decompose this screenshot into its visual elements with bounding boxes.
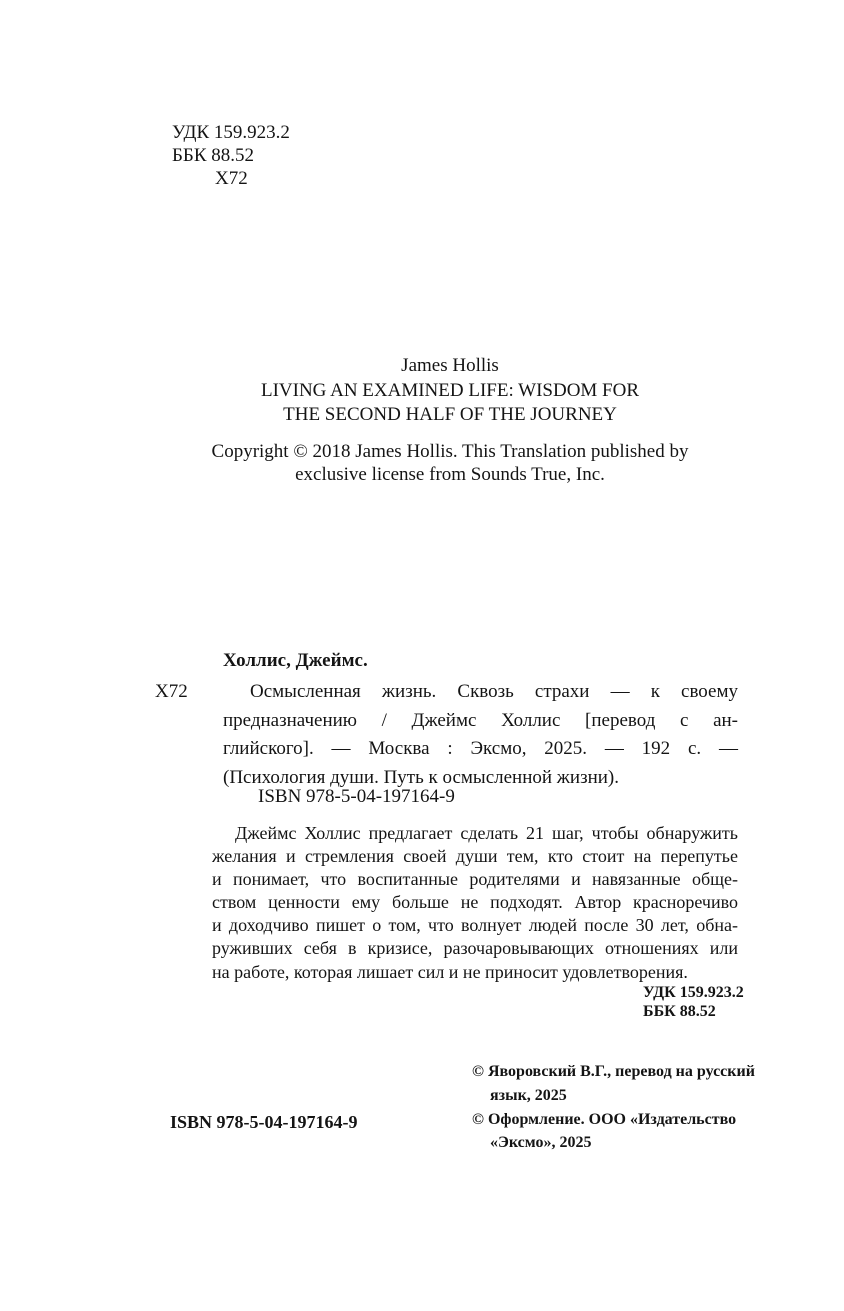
credit-translation-cont: язык, 2025 (490, 1086, 567, 1104)
copyright-notice (160, 440, 740, 487)
annotation-line: желания и стремления своей души тем, кто стоит на перепутье (212, 846, 738, 867)
annotation-paragraph (212, 822, 738, 984)
isbn-bottom: ISBN 978-5-04-197164-9 (170, 1112, 358, 1132)
udk-code-bottom: УДК 159.923.2 (643, 984, 744, 1001)
annotation-line: на работе, которая лишает сил и не приносит удовлетворения. (212, 961, 688, 982)
card-description-line: глийского]. — Москва : Эксмо, 2025. — 192 с. — (223, 738, 738, 760)
original-title-block (160, 354, 740, 487)
annotation-line: руживших себя в кризисе, разочаровывающих отношениях или (212, 938, 738, 959)
card-isbn: ISBN 978-5-04-197164-9 (258, 786, 455, 807)
udk-code: УДК 159.923.2 (172, 122, 290, 143)
copyright-line2: exclusive license from Sounds True, Inc. (295, 464, 605, 486)
annotation-line: и доходчиво пишет о том, что волнует людей после 30 лет, обна- (212, 915, 738, 936)
bbk-code-bottom: ББК 88.52 (643, 1002, 716, 1020)
card-author-sign: Х72 (155, 681, 188, 702)
copyright-line1: Copyright © 2018 James Hollis. This Translation published by (211, 440, 689, 462)
credits-block (472, 1060, 782, 1155)
original-title-line2: THE SECOND HALF OF THE JOURNEY (283, 404, 617, 426)
card-description-line: предназначению / Джеймс Холлис [перевод с ан- (223, 709, 738, 731)
credit-design: © Оформление. ООО «Издательство (472, 1110, 737, 1128)
top-classification-block (172, 121, 290, 191)
original-title-line1: LIVING AN EXAMINED LIFE: WISDOM FOR (260, 379, 640, 401)
credit-design-cont: «Эксмо», 2025 (490, 1134, 592, 1152)
annotation-line: и понимает, что воспитанные родителями и навязанные обще- (212, 869, 738, 890)
card-description-line: Осмысленная жизнь. Сквозь страхи — к своему (250, 681, 738, 702)
annotation-line: Джеймс Холлис предлагает сделать 21 шаг, чтобы обнаружить (235, 823, 738, 843)
bbk-code: ББК 88.52 (172, 145, 254, 167)
bottom-classification-block (643, 984, 744, 1021)
annotation-line: ством ценности ему больше не подходят. Автор красноречиво (212, 892, 738, 913)
card-description-line: (Психология души. Путь к осмысленной жизни). (223, 766, 620, 788)
author-sign: Х72 (215, 168, 248, 190)
card-description (223, 678, 738, 792)
credit-translation: © Яворовский В.Г., перевод на русский (472, 1063, 755, 1080)
original-author: James Hollis (401, 355, 499, 376)
card-heading: Холлис, Джеймс. (223, 650, 368, 671)
